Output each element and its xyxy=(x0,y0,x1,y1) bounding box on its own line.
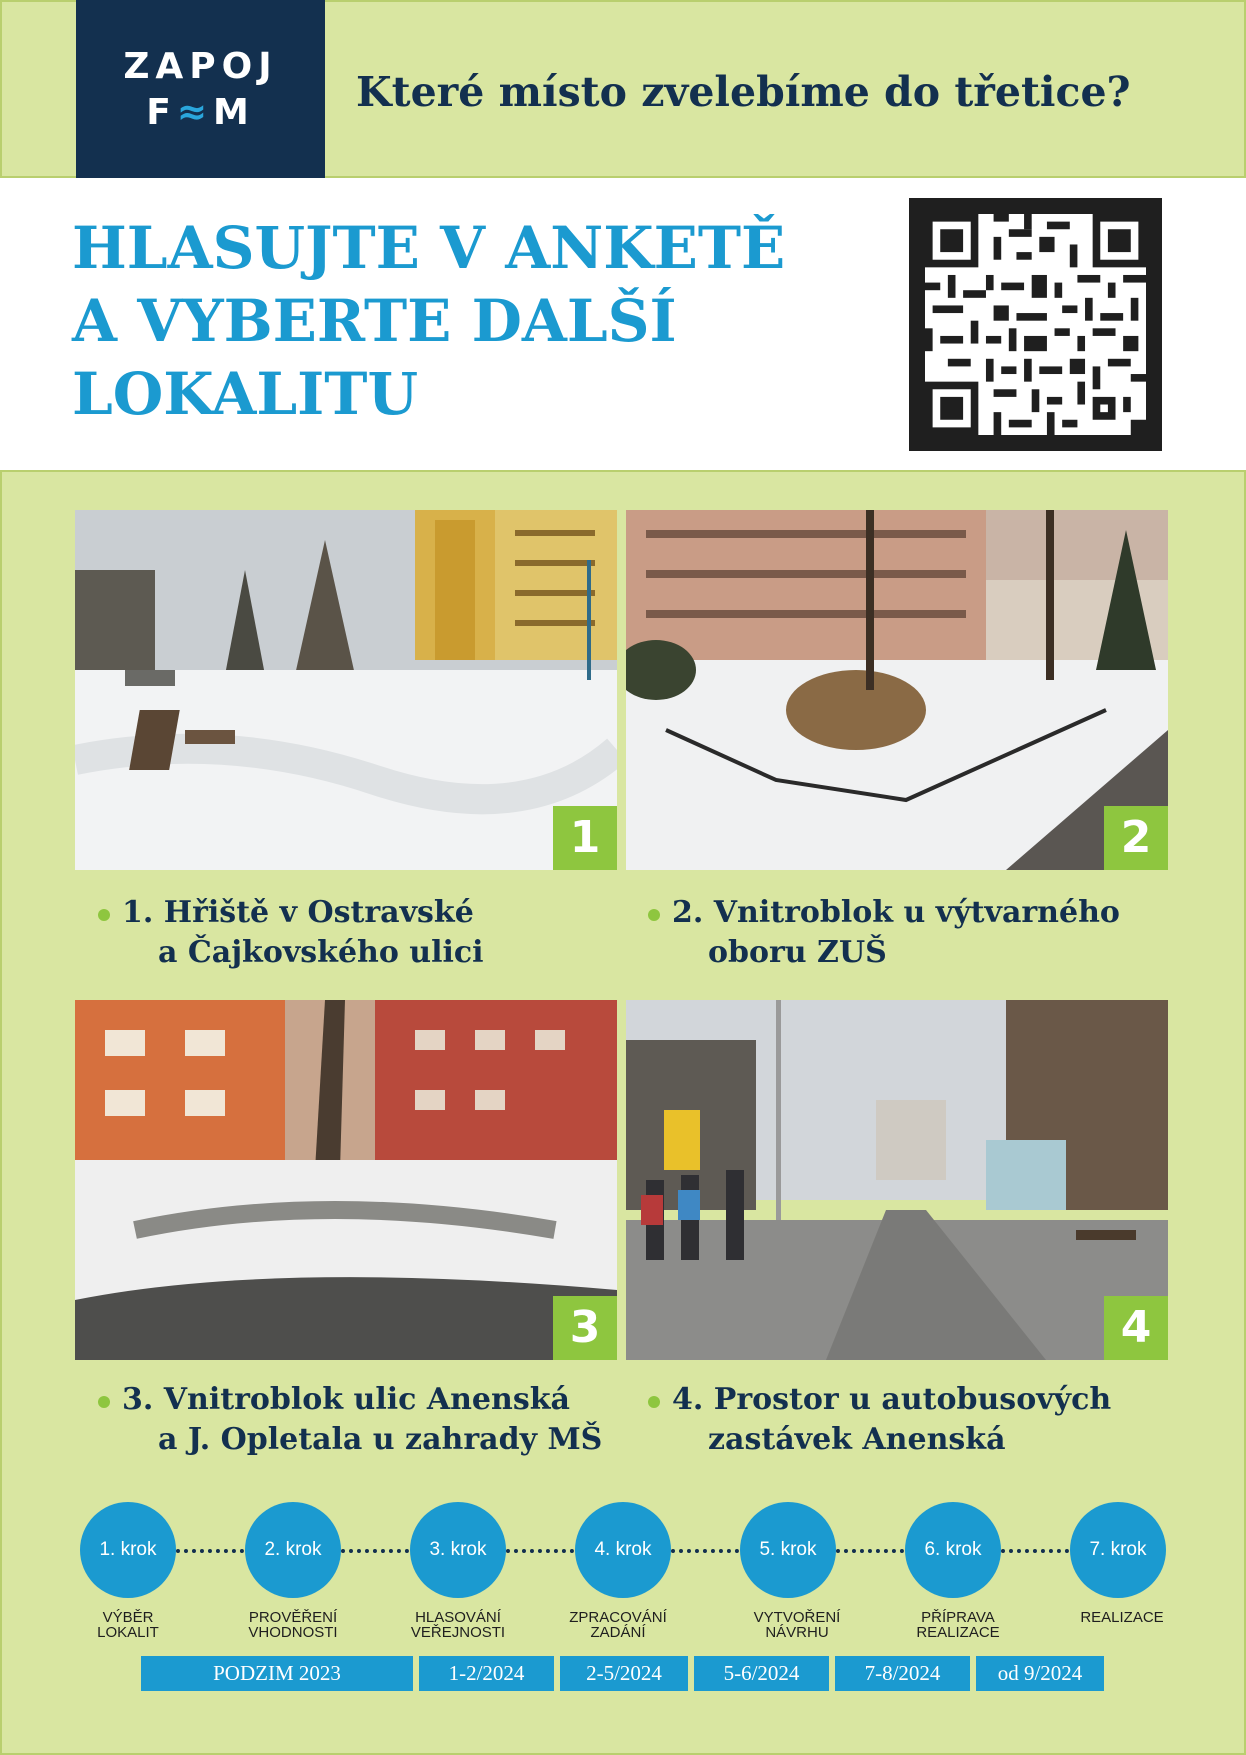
headline-line1: HLASUJTE V ANKETĚ xyxy=(72,214,786,282)
qr-code-icon xyxy=(925,214,1146,435)
step-circle-4: 4. krok xyxy=(575,1502,671,1598)
location-number-1: 1 xyxy=(553,806,617,870)
step-description-7: REALIZACE xyxy=(1080,1609,1164,1626)
step-circle-7: 7. krok xyxy=(1070,1502,1166,1598)
location-caption-3: 3. Vnitroblok ulic Anenská a J. Opletala u zahrady MŠ xyxy=(122,1380,602,1460)
bullet-dot xyxy=(98,1396,110,1408)
bullet-dot xyxy=(648,909,660,921)
location-caption-2: 2. Vnitroblok u výtvarného oboru ZUŠ xyxy=(672,893,1120,973)
tagline: Které místo zvelebíme do třetice? xyxy=(356,68,1131,116)
step-description-4: ZPRACOVÁNÍ ZADÁNÍ xyxy=(569,1609,667,1641)
timeline-connector xyxy=(506,1549,574,1553)
location-photo-4 xyxy=(626,1000,1168,1360)
timeline-connector xyxy=(341,1549,409,1553)
step-circle-2: 2. krok xyxy=(245,1502,341,1598)
timeline-connector xyxy=(176,1549,244,1553)
logo-line2: F≈M xyxy=(146,92,255,133)
bullet-dot xyxy=(648,1396,660,1408)
step-description-2: PROVĚŘENÍ VHODNOSTI xyxy=(248,1609,338,1641)
step-description-1: VÝBĚR LOKALIT xyxy=(97,1609,159,1641)
location-caption-4: 4. Prostor u autobusových zastávek Anenská xyxy=(672,1380,1111,1460)
step-circle-6: 6. krok xyxy=(905,1502,1001,1598)
period-6: od 9/2024 xyxy=(976,1656,1104,1691)
step-description-5: VYTVOŘENÍ NÁVRHU xyxy=(753,1609,841,1641)
step-circle-1: 1. krok xyxy=(80,1502,176,1598)
headline-line2: A VYBERTE DALŠÍ xyxy=(72,287,677,355)
period-2: 1-2/2024 xyxy=(419,1656,554,1691)
timeline-connector xyxy=(671,1549,739,1553)
location-number-3: 3 xyxy=(553,1296,617,1360)
location-photo-2 xyxy=(626,510,1168,870)
step-circle-3: 3. krok xyxy=(410,1502,506,1598)
bullet-dot xyxy=(98,909,110,921)
step-circle-5: 5. krok xyxy=(740,1502,836,1598)
logo-line1: ZAPOJ xyxy=(123,46,278,87)
location-caption-1: 1. Hřiště v Ostravské a Čajkovského ulici xyxy=(122,893,484,973)
period-4: 5-6/2024 xyxy=(694,1656,829,1691)
zapoj-fm-logo xyxy=(76,0,325,178)
timeline-connector xyxy=(836,1549,904,1553)
step-description-6: PŘÍPRAVA REALIZACE xyxy=(916,1609,1000,1641)
period-3: 2-5/2024 xyxy=(560,1656,688,1691)
period-5: 7-8/2024 xyxy=(835,1656,970,1691)
location-number-4: 4 xyxy=(1104,1296,1168,1360)
qr-code[interactable] xyxy=(909,198,1162,451)
headline-line3: LOKALITU xyxy=(72,360,419,428)
step-description-3: HLASOVÁNÍ VEŘEJNOSTI xyxy=(410,1609,506,1641)
location-number-2: 2 xyxy=(1104,806,1168,870)
headline xyxy=(72,212,852,431)
timeline-connector xyxy=(1001,1549,1069,1553)
period-1: PODZIM 2023 xyxy=(141,1656,413,1691)
location-photo-1 xyxy=(75,510,617,870)
location-photo-3 xyxy=(75,1000,617,1360)
